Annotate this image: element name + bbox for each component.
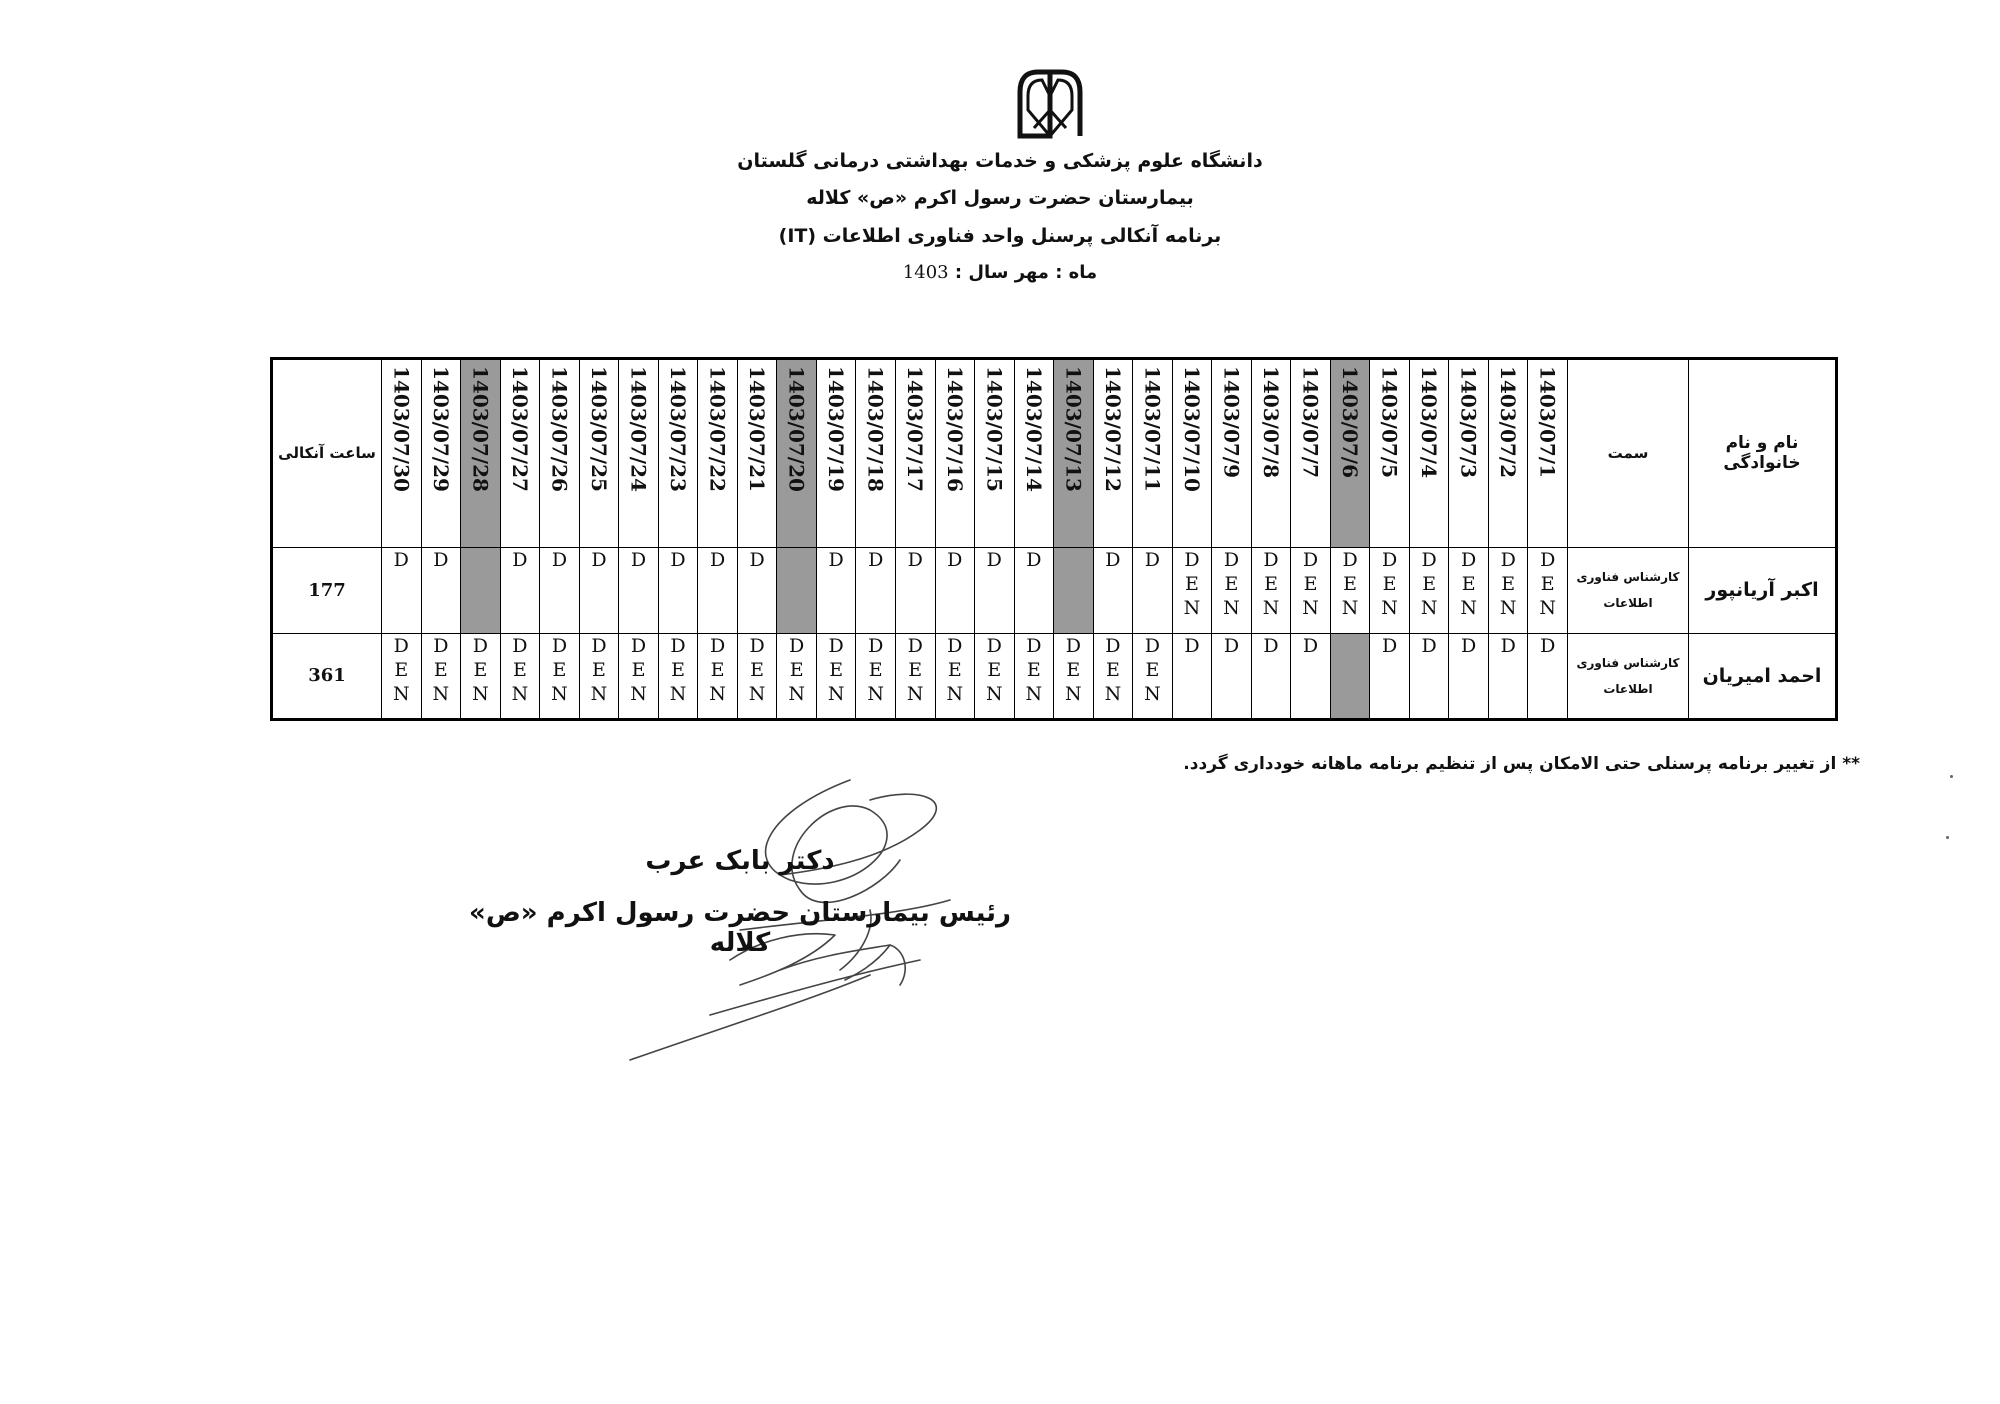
shift-cell: [382, 633, 422, 719]
shift-code: N: [669, 682, 687, 705]
shift-code: N: [1381, 596, 1398, 619]
date-header: [1330, 359, 1370, 548]
date-header: [1370, 359, 1410, 548]
date-header: [579, 359, 619, 548]
date-header: [619, 359, 659, 548]
shift-code: E: [829, 658, 844, 681]
employee-position: کارشناس فناوری اطلاعات: [1568, 547, 1689, 633]
shift-code: E: [1224, 572, 1239, 595]
shift-code: N: [1065, 682, 1082, 705]
shift-code: D: [393, 634, 409, 657]
shift-code: N: [1262, 596, 1280, 619]
date-label: 1403/07/12: [1100, 366, 1125, 492]
shift-cell: [1172, 633, 1212, 719]
shift-cell: [698, 633, 738, 719]
shift-code: N: [392, 682, 410, 705]
date-header: [421, 359, 461, 548]
shift-cell: [816, 633, 856, 719]
shift-code: D: [868, 634, 884, 657]
shift-code: E: [631, 658, 646, 681]
shift-code: D: [630, 634, 647, 657]
signer-name: دکتر بابک عرب: [645, 846, 835, 876]
date-header: [777, 359, 817, 548]
date-header: [1054, 359, 1094, 548]
shift-code: N: [867, 682, 885, 705]
shift-code: N: [472, 682, 489, 705]
employee-name: اکبر آریانپور: [1689, 547, 1837, 633]
shift-code: D: [1026, 548, 1042, 571]
shift-cell: [1093, 633, 1133, 719]
oncall-hours: 361: [272, 633, 382, 719]
shift-code: E: [671, 658, 685, 681]
shift-code: D: [1184, 634, 1200, 657]
table-row: [272, 633, 1837, 719]
shift-cell: [777, 547, 817, 633]
shift-code: D: [828, 548, 844, 571]
shift-cell: [540, 547, 580, 633]
shift-code: N: [1104, 682, 1122, 705]
date-header: [1212, 359, 1252, 548]
date-label: 1403/07/29: [428, 366, 453, 492]
date-header: [1014, 359, 1054, 548]
program-title: برنامه آنکالی پرسنل واحد فناوری اطلاعات (IT): [778, 225, 1222, 247]
shift-code: N: [1223, 596, 1240, 619]
shift-code: D: [947, 634, 963, 657]
shift-cell: [1409, 547, 1449, 633]
shift-code: N: [1302, 596, 1319, 619]
shift-cell: [619, 547, 659, 633]
shift-cell: [1449, 547, 1489, 633]
shift-cell: [1212, 547, 1252, 633]
date-label: 1403/07/16: [942, 366, 967, 492]
shift-cell: [1172, 547, 1212, 633]
shift-code: D: [1105, 634, 1121, 657]
shift-cell: [579, 547, 619, 633]
schedule-table: [270, 357, 1838, 721]
shift-code: D: [947, 548, 963, 571]
shift-cell: [1291, 547, 1331, 633]
shift-code: D: [1461, 634, 1477, 657]
shift-code: D: [1421, 634, 1437, 657]
employee-name: احمد امیریان: [1689, 633, 1837, 719]
shift-code: E: [1461, 572, 1476, 595]
shift-code: D: [393, 548, 409, 571]
date-header: [500, 359, 540, 548]
shift-code: N: [432, 682, 450, 705]
shift-code: D: [670, 548, 686, 571]
shift-code: E: [1501, 572, 1516, 595]
date-label: 1403/07/9: [1219, 366, 1244, 479]
shift-code: N: [709, 682, 726, 705]
shift-code: D: [789, 634, 805, 657]
header-position: سمت: [1568, 359, 1689, 548]
shift-cell: [777, 633, 817, 719]
date-label: 1403/07/3: [1456, 366, 1481, 479]
date-label: 1403/07/14: [1021, 366, 1046, 492]
shift-cell: [1330, 547, 1370, 633]
shift-cell: [737, 633, 777, 719]
shift-cell: [461, 633, 501, 719]
date-header: [1093, 359, 1133, 548]
shift-code: D: [1223, 548, 1240, 571]
shift-cell: [1212, 633, 1252, 719]
date-header: [658, 359, 698, 548]
shift-cell: [1014, 547, 1054, 633]
shift-cell: [421, 633, 461, 719]
shift-code: N: [511, 682, 529, 705]
date-label: 1403/07/20: [784, 366, 809, 492]
shift-cell: [1370, 633, 1410, 719]
shift-code: N: [630, 682, 647, 705]
shift-cell: [382, 547, 422, 633]
shift-code: E: [1145, 658, 1160, 681]
shift-code: E: [987, 658, 1002, 681]
shift-code: D: [907, 548, 923, 571]
shift-cell: [619, 633, 659, 719]
shift-code: D: [828, 634, 844, 657]
date-label: 1403/07/21: [745, 366, 770, 492]
shift-code: N: [906, 682, 924, 705]
shift-code: N: [1499, 596, 1517, 619]
shift-code: N: [1025, 682, 1043, 705]
date-header: [737, 359, 777, 548]
shift-cell: [579, 633, 619, 719]
shift-code: D: [1223, 634, 1240, 657]
shift-code: E: [1066, 658, 1081, 681]
shift-cell: [658, 633, 698, 719]
shift-code: E: [1105, 658, 1120, 681]
date-label: 1403/07/26: [547, 366, 572, 492]
date-label: 1403/07/4: [1417, 366, 1442, 479]
date-label: 1403/07/18: [863, 366, 888, 492]
shift-cell: [1054, 547, 1094, 633]
shift-code: D: [1263, 548, 1279, 571]
shift-code: D: [907, 634, 923, 657]
shift-cell: [856, 547, 896, 633]
shift-cell: [975, 547, 1015, 633]
footnote: ** از تغییر برنامه پرسنلی حتی الامکان پس از تنظیم برنامه ماهانه خودداری گردد.: [1183, 754, 1860, 774]
date-header: [1133, 359, 1173, 548]
date-label: 1403/07/24: [626, 366, 651, 492]
shift-cell: [816, 547, 856, 633]
shift-cell: [461, 547, 501, 633]
shift-code: E: [1343, 572, 1358, 595]
date-label: 1403/07/2: [1496, 366, 1521, 479]
shift-cell: [1291, 633, 1331, 719]
shift-code: D: [670, 634, 686, 657]
shift-code: N: [748, 682, 766, 705]
shift-code: D: [433, 548, 449, 571]
shift-code: D: [709, 634, 726, 657]
date-header: [1291, 359, 1331, 548]
shift-code: D: [433, 634, 449, 657]
hospital-title: بیمارستان حضرت رسول اکرم «ص» کلاله: [806, 187, 1194, 209]
date-label: 1403/07/25: [586, 366, 611, 492]
shift-code: N: [788, 682, 805, 705]
shift-code: D: [472, 634, 488, 657]
scan-speck: [1950, 775, 1953, 778]
date-header: [698, 359, 738, 548]
shift-cell: [1133, 547, 1173, 633]
shift-cell: [1251, 547, 1291, 633]
shift-code: E: [552, 658, 567, 681]
date-header: [1449, 359, 1489, 548]
date-label: 1403/07/15: [982, 366, 1007, 492]
shift-code: D: [1144, 634, 1161, 657]
date-label: 1403/07/11: [1140, 366, 1165, 492]
shift-code: D: [1302, 548, 1319, 571]
shift-cell: [1251, 633, 1291, 719]
shift-code: D: [1302, 634, 1319, 657]
shift-code: D: [1381, 634, 1398, 657]
shift-code: E: [789, 658, 804, 681]
shift-cell: [698, 547, 738, 633]
header-hours: ساعت آنکالی: [272, 359, 382, 548]
shift-code: E: [512, 658, 527, 681]
shift-code: N: [1539, 596, 1557, 619]
shift-code: E: [908, 658, 923, 681]
table-row: [272, 547, 1837, 633]
date-header: [540, 359, 580, 548]
period-label: ماه : مهر سال :: [954, 262, 1098, 283]
shift-code: D: [868, 548, 884, 571]
shift-code: E: [1026, 658, 1041, 681]
shift-cell: [895, 547, 935, 633]
shift-cell: [935, 633, 975, 719]
shift-code: E: [1422, 572, 1437, 595]
shift-code: D: [1184, 548, 1200, 571]
date-label: 1403/07/5: [1377, 366, 1402, 479]
shift-code: N: [1460, 596, 1477, 619]
date-label: 1403/07/13: [1061, 366, 1086, 492]
shift-code: D: [1500, 548, 1516, 571]
shift-cell: [1133, 633, 1173, 719]
shift-code: E: [750, 658, 765, 681]
period-year: 1403: [902, 262, 949, 283]
shift-cell: [1449, 633, 1489, 719]
date-label: 1403/07/6: [1338, 366, 1363, 479]
shift-code: E: [592, 658, 606, 681]
shift-code: D: [1540, 548, 1556, 571]
shift-code: D: [1421, 548, 1437, 571]
table-header-row: [272, 359, 1837, 548]
shift-cell: [1488, 547, 1528, 633]
shift-code: D: [1500, 634, 1516, 657]
university-title: دانشگاه علوم پزشکی و خدمات بهداشتی درمانی گلستان: [737, 150, 1263, 172]
shift-code: N: [1144, 682, 1161, 705]
shift-code: E: [1264, 572, 1278, 595]
signer-title: رئیس بیمارستان حضرت رسول اکرم «ص» کلاله: [469, 898, 1011, 958]
shift-code: E: [1382, 572, 1397, 595]
date-label: 1403/07/1: [1535, 366, 1560, 479]
employee-position: کارشناس فناوری اطلاعات: [1568, 633, 1689, 719]
shift-code: E: [710, 658, 725, 681]
oncall-hours: 177: [272, 547, 382, 633]
shift-code: D: [630, 548, 647, 571]
shift-cell: [1093, 547, 1133, 633]
shift-cell: [1409, 633, 1449, 719]
date-header: [895, 359, 935, 548]
date-header: [1488, 359, 1528, 548]
shift-code: D: [986, 548, 1002, 571]
shift-code: D: [1105, 548, 1121, 571]
shift-code: D: [749, 548, 765, 571]
date-header: [856, 359, 896, 548]
date-label: 1403/07/10: [1179, 366, 1204, 492]
date-label: 1403/07/28: [468, 366, 493, 492]
date-header: [1172, 359, 1212, 548]
shift-code: N: [1420, 596, 1438, 619]
shift-code: D: [1342, 548, 1358, 571]
shift-cell: [500, 547, 540, 633]
date-label: 1403/07/23: [666, 366, 691, 492]
shift-code: N: [590, 682, 608, 705]
date-label: 1403/07/30: [389, 366, 414, 492]
shift-cell: [540, 633, 580, 719]
date-header: [461, 359, 501, 548]
shift-cell: [500, 633, 540, 719]
date-header: [975, 359, 1015, 548]
date-label: 1403/07/8: [1259, 366, 1284, 479]
shift-code: E: [473, 658, 488, 681]
shift-cell: [1370, 547, 1410, 633]
shift-cell: [1528, 547, 1568, 633]
shift-code: N: [946, 682, 964, 705]
shift-code: D: [551, 548, 568, 571]
shift-cell: [658, 547, 698, 633]
shift-code: E: [947, 658, 962, 681]
shift-code: E: [1540, 572, 1555, 595]
date-label: 1403/07/22: [705, 366, 730, 492]
date-header: [1528, 359, 1568, 548]
shift-code: E: [1303, 572, 1318, 595]
shift-code: D: [1065, 634, 1081, 657]
shift-code: D: [709, 548, 726, 571]
shift-cell: [1014, 633, 1054, 719]
shift-code: E: [433, 658, 448, 681]
shift-cell: [737, 547, 777, 633]
shift-code: D: [591, 634, 607, 657]
shift-cell: [1330, 633, 1370, 719]
date-label: 1403/07/7: [1298, 366, 1323, 479]
shift-cell: [935, 547, 975, 633]
shift-code: D: [1461, 548, 1477, 571]
shift-code: N: [1341, 596, 1359, 619]
shift-cell: [421, 547, 461, 633]
shift-code: N: [985, 682, 1003, 705]
shift-cell: [895, 633, 935, 719]
shift-code: N: [1183, 596, 1201, 619]
header-name: نام و نام خانوادگی: [1689, 359, 1837, 548]
shift-code: D: [1026, 634, 1042, 657]
date-label: 1403/07/17: [903, 366, 928, 492]
shift-code: D: [1263, 634, 1279, 657]
scan-speck: [1946, 836, 1949, 839]
shift-code: D: [512, 548, 528, 571]
shift-code: E: [1185, 572, 1199, 595]
shift-cell: [1528, 633, 1568, 719]
shift-code: D: [1381, 548, 1398, 571]
shift-code: D: [1540, 634, 1556, 657]
shift-code: D: [986, 634, 1002, 657]
shift-code: E: [868, 658, 883, 681]
date-header: [382, 359, 422, 548]
shift-cell: [1488, 633, 1528, 719]
date-label: 1403/07/19: [824, 366, 849, 492]
date-header: [935, 359, 975, 548]
date-header: [1409, 359, 1449, 548]
shift-code: N: [551, 682, 568, 705]
shift-code: D: [749, 634, 765, 657]
shift-cell: [1054, 633, 1094, 719]
shift-code: N: [827, 682, 845, 705]
date-label: 1403/07/27: [507, 366, 532, 492]
period-line: [0, 262, 2000, 283]
shift-code: D: [512, 634, 528, 657]
university-logo: [1012, 66, 1088, 142]
shift-code: E: [394, 658, 409, 681]
shift-code: D: [591, 548, 607, 571]
shift-code: D: [1144, 548, 1161, 571]
shift-code: D: [551, 634, 568, 657]
date-header: [1251, 359, 1291, 548]
shift-cell: [856, 633, 896, 719]
date-header: [816, 359, 856, 548]
shift-cell: [975, 633, 1015, 719]
